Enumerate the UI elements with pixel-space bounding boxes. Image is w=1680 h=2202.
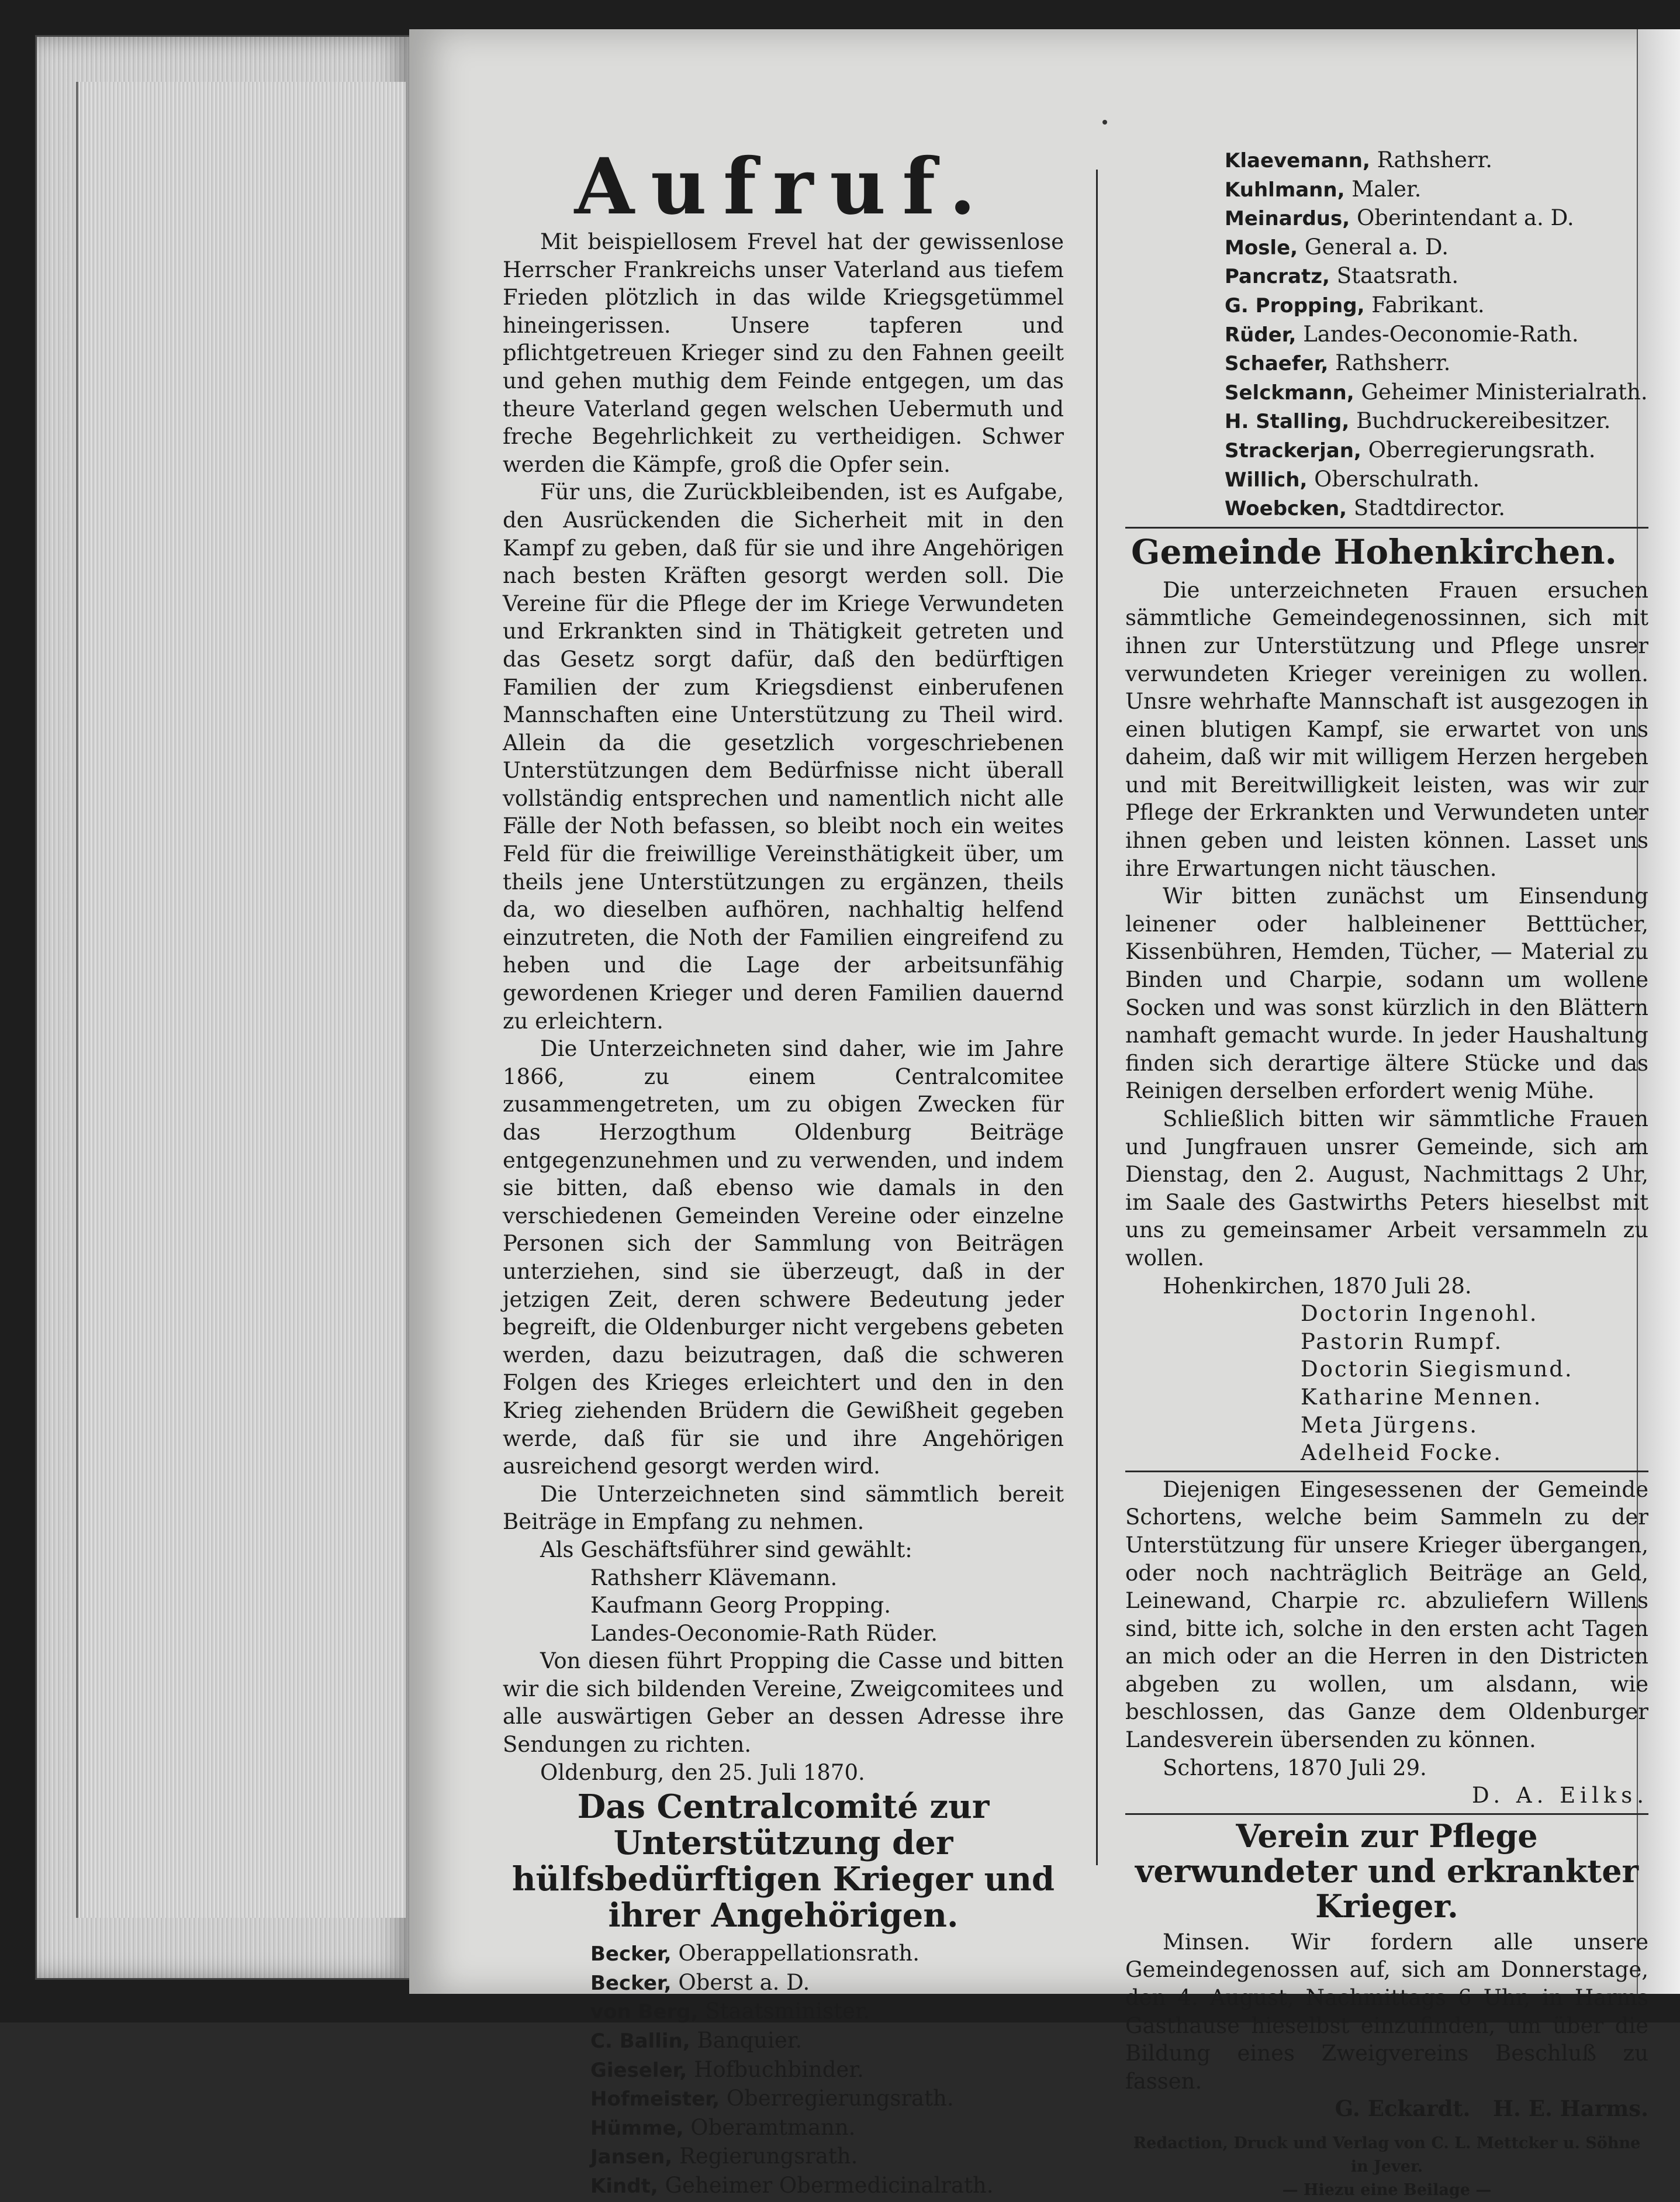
signer-entry: Woebcken, Stadtdirector. — [1225, 495, 1506, 521]
hohenkirchen-signers — [1125, 1300, 1648, 1467]
manager-entry: Landes-Oeconomie-Rath Rüder. — [590, 1620, 938, 1646]
aufruf-title: Aufruf. — [574, 141, 993, 232]
verein-paragraph: Minsen. Wir fordern alle unsere Gemeindegenossen auf, sich am Donnerstage, den 4. August, Nachmittags 6 Uhr, in Harms Gasthause hieselbst einzufinden, um über die Bildung eines Zweigvereins Beschluß zu fassen. — [1125, 1929, 1648, 2094]
left-column — [503, 228, 1064, 2201]
committee-signers-continued — [1125, 146, 1648, 523]
schortens-paragraph: Diejenigen Eingesessenen der Gemeinde Schortens, welche beim Sammeln zu der Unterstützung für unsere Krieger übergangen, oder noch nachträglich Beiträge an Geld, Leinewand, Charpie rc. abzuliefern Willens sind, bitte ich, solche in den ersten acht Tagen an mich oder an die Herren in den Districten abgeben zu wollen, um alsdann, wie beschlossen, das Ganze dem Oldenburger Landesverein übersenden zu können. — [1125, 1476, 1648, 1753]
hohenkirchen-paragraph: Wir bitten zunächst um Einsendung leinener oder halbleinener Betttücher, Kissenbühren, Hemden, Tücher, — Material zu Binden und Charpie, sodann um wollene Socken und was sonst kürzlich in den Blättern namhaft gemacht wurde. In jeder Haushaltung finden sich derartige ältere Stücke und das Reinigen derselben erfordert wenig Mühe. — [1125, 883, 1648, 1104]
women-signer: Doctorin Ingenohl. — [1301, 1301, 1539, 1327]
column-divider — [1096, 170, 1098, 1865]
dateline: Oldenburg, den 25. Juli 1870. — [540, 1759, 865, 1785]
signer-entry: Schaefer, Rathsherr. — [1225, 350, 1451, 376]
managers-list — [503, 1564, 1064, 1648]
signer-entry: Hofmeister, Oberregierungsrath. — [590, 2086, 954, 2111]
aufruf-paragraph: Von diesen führt Propping die Casse und bitten wir die sich bildenden Vereine, Zweigcomitees und alle auswärtigen Geber an dessen Adresse ihre Sendungen zu richten. — [503, 1648, 1064, 1758]
managers-intro: Als Geschäftsführer sind gewählt: — [540, 1537, 912, 1562]
signer-entry: Jansen, Regierungsrath. — [590, 2144, 858, 2169]
committee-heading: Das Centralcomité zur Unterstützung der hülfsbedürftigen Krieger und ihrer Angehörigen. — [511, 1787, 1055, 1935]
signer-entry: C. Ballin, Banquier. — [590, 2028, 803, 2053]
signer-entry: Klaevemann, Rathsherr. — [1225, 147, 1492, 172]
signer-entry: Pancratz, Staatsrath. — [1225, 263, 1459, 289]
manager-entry: Kaufmann Georg Propping. — [590, 1593, 891, 1618]
book-page-edges — [76, 82, 406, 1918]
hohenkirchen-heading: Gemeinde Hohenkirchen. — [1131, 531, 1617, 572]
signer-entry: Meinardus, Oberintendant a. D. — [1225, 205, 1574, 231]
aufruf-paragraph: Für uns, die Zurückbleibenden, ist es Aufgabe, den Ausrückenden die Sicherheit mit in den Kampf zu geben, daß für sie und ihre Angehörigen nach besten Kräften gesorgt werden soll. Die Vereine für die Pflege der im Kriege Verwundeten und Erkrankten sind in Thätigkeit getreten und das Gesetz sorgt dafür, daß den bedürftigen Familien der zum Kriegsdienst einberufenen Mannschaften eine Unterstützung zu Theil wird. Allein da die gesetzlich vorgeschriebenen Unterstützungen dem Bedürfnisse nicht überall vollständig entsprechen und namentlich nicht alle Fälle der Noth befassen, so bleibt noch ein weites Feld für die freiwillige Vereinsthätigkeit über, um theils jene Unterstützungen zu ergänzen, theils da, wo dieselben aufhören, nachhaltig helfend einzutreten, die Noth der Familien eingreifend zu heben und die Lage der arbeitsunfähig gewordenen Krieger und deren Familien dauernd zu erleichtern. — [503, 479, 1064, 1034]
signer-entry: Strackerjan, Oberregierungsrath. — [1225, 437, 1596, 463]
supplement-note: — Hiezu eine Beilage — — [1282, 2181, 1492, 2199]
printer-dot — [1102, 120, 1107, 125]
women-signer: Pastorin Rumpf. — [1301, 1328, 1503, 1354]
signer-entry: Kuhlmann, Maler. — [1225, 176, 1422, 202]
committee-signers — [503, 1939, 1064, 2200]
manager-entry: Rathsherr Klävemann. — [590, 1565, 838, 1590]
hohenkirchen-paragraph: Die unterzeichneten Frauen ersuchen sämmtliche Gemeindegenossinnen, sich mit ihnen zur Unterstützung und Pflege unsrer verwundeten Krieger vereinigen zu wollen. Unsre wehrhafte Mannschaft ist ausgezogen in einen blutigen Kampf, sie erwartet von uns daheim, daß wir mit willigem Herzen hergeben und mit Bereitwilligkeit leisten, was wir zur Pflege der Erkrankten und Verwundeten unter ihnen geben und leisten können. Lasset uns ihre Erwartungen nicht täuschen. — [1125, 577, 1648, 881]
section-rule — [1125, 527, 1648, 529]
right-column — [1125, 146, 1648, 2202]
signer-entry: Selckmann, Geheimer Ministerialrath. — [1225, 379, 1648, 405]
imprint-line: Redaction, Druck und Verlag von C. L. Mettcker u. Söhne in Jever. — [1133, 2134, 1641, 2176]
women-signer: Katharine Mennen. — [1301, 1384, 1543, 1410]
verein-heading: Verein zur Pflege verwundeter und erkrankter Krieger. — [1135, 1817, 1639, 1925]
signer-entry: Becker, Oberst a. D. — [590, 1969, 810, 1995]
women-signer: Meta Jürgens. — [1301, 1412, 1478, 1438]
section-rule — [1125, 1813, 1648, 1815]
section-rule — [1125, 1471, 1648, 1472]
verein-signature: G. Eckardt. H. E. Harms. — [1335, 2096, 1648, 2122]
section-rule — [1125, 2127, 1648, 2128]
signer-entry: Mosle, General a. D. — [1225, 234, 1449, 260]
signer-entry: Willich, Oberschulrath. — [1225, 466, 1480, 492]
schortens-dateline: Schortens, 1870 Juli 29. — [1163, 1755, 1427, 1780]
schortens-signature: D. A. Eilks. — [1472, 1783, 1648, 1808]
signer-entry: Rüder, Landes-Oeconomie-Rath. — [1225, 321, 1579, 347]
signer-entry: Gieseler, Hofbuchbinder. — [590, 2056, 864, 2082]
hohenkirchen-paragraph: Schließlich bitten wir sämmtliche Frauen und Jungfrauen unsrer Gemeinde, sich am Dienstag, den 2. August, Nachmittags 2 Uhr, im Saale des Gastwirths Peters hieselbst mit uns zu gemeinsamer Arbeit versammeln zu wollen. — [1125, 1106, 1648, 1271]
signer-entry: Kindt, Geheimer Obermedicinalrath. — [590, 2173, 994, 2198]
aufruf-paragraph: Die Unterzeichneten sind sämmtlich bereit Beiträge in Empfang zu nehmen. — [503, 1481, 1064, 1535]
aufruf-paragraph: Mit beispiellosem Frevel hat der gewissenlose Herrscher Frankreichs unser Vaterland aus tiefem Frieden plötzlich in das wilde Kriegsgetümmel hineingerissen. Unsere tapferen und pflichtgetreuen Krieger sind zu den Fahnen geeilt und gehen muthig dem Feinde entgegen, um das theure Vaterland gegen welschen Uebermuth und freche Begehrlichkeit zu vertheidigen. Schwer werden die Kämpfe, groß die Opfer sein. — [503, 229, 1064, 477]
women-signer: Adelheid Focke. — [1301, 1440, 1502, 1466]
signer-entry: H. Stalling, Buchdruckereibesitzer. — [1225, 408, 1611, 434]
hohenkirchen-dateline: Hohenkirchen, 1870 Juli 28. — [1163, 1273, 1472, 1299]
signer-entry: von Berg, Staatsminister. — [590, 1999, 870, 2024]
signer-entry: G. Propping, Fabrikant. — [1225, 292, 1485, 317]
aufruf-paragraph: Die Unterzeichneten sind daher, wie im Jahre 1866, zu einem Centralcomitee zusammengetreten, um zu obigen Zwecken für das Herzogthum Oldenburg Beiträge entgegenzunehmen und zu verwenden, und indem sie bitten, daß ebenso wie damals in den verschiedenen Gemeinden Vereine oder einzelne Personen sich der Sammlung von Beiträgen unterziehen, sind sie überzeugt, daß in der jetzigen Zeit, deren schwere Bedeutung jeder begreift, die Oldenburger nicht vergebens gebeten werden, dazu beizutragen, daß die schweren Folgen des Krieges erleichtert und den in den Krieg ziehenden Brüdern die Gewißheit gegeben werde, daß für sie und ihre Angehörigen ausreichend gesorgt werden wird. — [503, 1036, 1064, 1479]
signer-entry: Becker, Oberappellationsrath. — [590, 1941, 919, 1966]
women-signer: Doctorin Siegismund. — [1301, 1357, 1574, 1382]
signer-entry: Hümme, Oberamtmann. — [590, 2114, 856, 2140]
